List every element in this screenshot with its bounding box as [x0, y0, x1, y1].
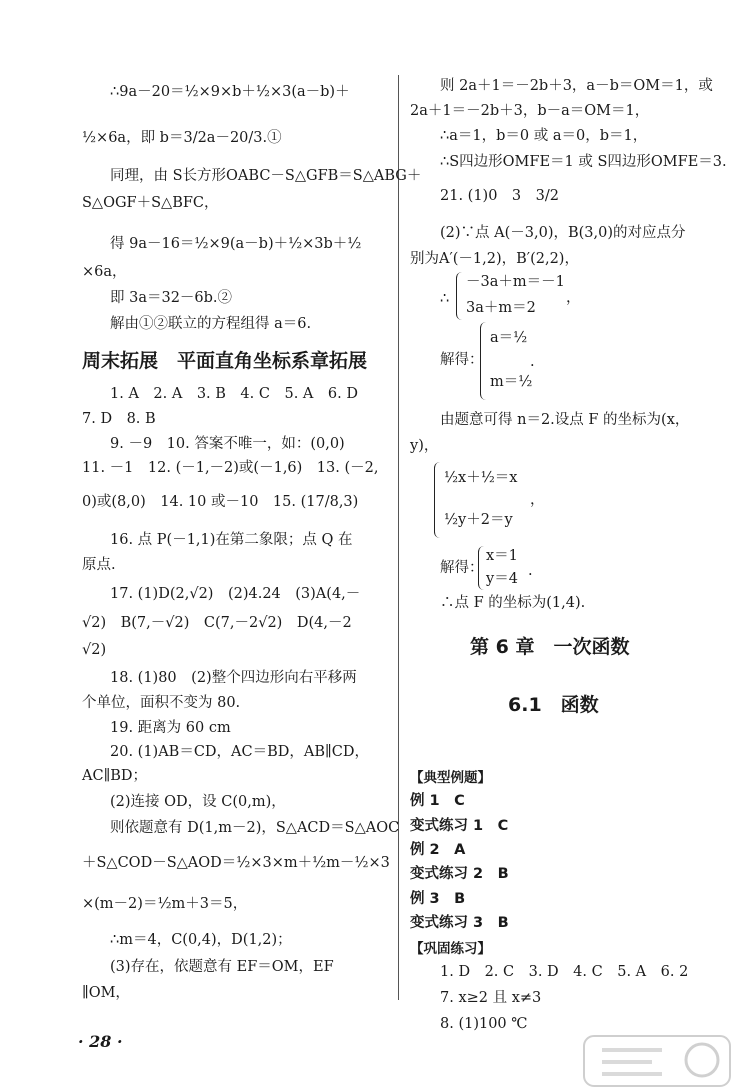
- equation-line: y＝4: [486, 571, 518, 587]
- answer-line: 0)或(8,0) 14. 10 或－10 15. (17/8,3): [82, 494, 359, 510]
- answer-line: (2)连接 OD，设 C(0,m)，: [110, 794, 286, 810]
- text-line: 得 9a－16＝½×9(a－b)＋½×3b＋½: [110, 236, 362, 252]
- answer-line: ∥OM，: [82, 985, 130, 1001]
- text-line: 解得：: [440, 560, 484, 576]
- text-line: (2)∵点 A(－3,0)，B(3,0)的对应点分: [440, 225, 686, 241]
- text-line: ×6a，: [82, 264, 127, 280]
- section-title: 周末拓展 平面直角坐标系章拓展: [82, 350, 368, 372]
- answer-line: √2): [82, 642, 107, 658]
- text-line: 2a＋1＝－2b＋3，b－a＝OM＝1，: [410, 103, 650, 119]
- answer-line: 例 1 C: [410, 793, 465, 809]
- therefore-sign: ∴: [440, 291, 450, 307]
- watermark-logo-icon: [582, 1030, 732, 1090]
- answer-line: 11. －1 12. (－1,－2)或(－1,6) 13. (－2,: [82, 460, 379, 476]
- answer-line: 原点.: [82, 557, 116, 573]
- answer-line: ∴m＝4，C(0,4)，D(1,2)；: [110, 932, 292, 948]
- section-title: 6.1 函数: [508, 694, 599, 716]
- text-line: ½×6a，即 b＝3/2a－20/3.①: [82, 130, 282, 146]
- answer-line: 1. D 2. C 3. D 4. C 5. A 6. 2: [440, 964, 689, 980]
- brace: [480, 322, 487, 400]
- punctuation: .: [528, 563, 533, 579]
- answer-line: 8. (1)100 ℃: [440, 1016, 528, 1032]
- answer-line: 则依题意有 D(1,m－2)，S△ACD＝S△AOC: [110, 820, 400, 836]
- equation-line: a＝½: [490, 330, 528, 346]
- equation-line: x＝1: [486, 548, 518, 564]
- brace: [478, 546, 485, 590]
- answer-line: √2) B(7,－√2) C(7,－2√2) D(4,－2: [82, 615, 352, 631]
- answer-line: ×(m－2)＝½m＋3＝5，: [82, 896, 248, 912]
- answer-line: 17. (1)D(2,√2) (2)4.24 (3)A(4,－: [110, 586, 361, 602]
- equation-line: m＝½: [490, 374, 533, 390]
- punctuation: .: [530, 354, 535, 370]
- text-line: ∴S四边形OMFE＝1 或 S四边形OMFE＝3.: [440, 154, 727, 170]
- answer-line: 9. －9 10. 答案不唯一，如：(0,0): [110, 436, 345, 452]
- punctuation: ，: [530, 492, 545, 508]
- text-line: ∴点 F 的坐标为(1,4).: [440, 595, 586, 611]
- text-line: 别为A′(－1,2)，B′(2,2)，: [410, 251, 579, 267]
- text-line: y)，: [410, 438, 439, 454]
- page-number: · 28 ·: [78, 1032, 123, 1051]
- text-line: 即 3a＝32－6b.②: [110, 290, 233, 306]
- answer-line: 7. x≥2 且 x≠3: [440, 990, 542, 1006]
- text-line: 21. (1)0 3 3/2: [440, 188, 559, 204]
- text-line: 则 2a＋1＝－2b＋3，a－b＝OM＝1，或: [440, 78, 713, 94]
- text-line: 由题意可得 n＝2.设点 F 的坐标为(x，: [440, 412, 690, 428]
- punctuation: ，: [566, 290, 581, 306]
- text-line: 解由①②联立的方程组得 a＝6.: [110, 316, 312, 332]
- equation-line: ½y＋2＝y: [444, 512, 513, 528]
- brace: [456, 272, 463, 320]
- answer-line: 变式练习 3 B: [410, 915, 509, 931]
- answer-line: 18. (1)80 (2)整个四边形向右平移两: [110, 670, 357, 686]
- section-tag: 【典型例题】: [410, 770, 491, 786]
- text-line: 同理，由 S长方形OABC－S△GFB＝S△ABG＋: [110, 168, 422, 184]
- answer-line: 7. D 8. B: [82, 411, 156, 427]
- answer-line: 个单位，面积不变为 80.: [82, 695, 241, 711]
- equation-line: ½x＋½＝x: [444, 470, 518, 486]
- answer-line: AC∥BD；: [82, 768, 148, 784]
- answer-line: 16. 点 P(－1,1)在第二象限；点 Q 在: [110, 532, 353, 548]
- column-divider: [398, 75, 399, 1000]
- text-line: 解得：: [440, 352, 484, 368]
- text-line: ∴9a－20＝½×9×b＋½×3(a－b)＋: [110, 84, 350, 100]
- text-line: S△OGF＋S△BFC，: [82, 195, 219, 211]
- section-tag: 【巩固练习】: [410, 941, 491, 957]
- equation-line: －3a＋m＝－1: [466, 274, 565, 290]
- answer-line: 例 3 B: [410, 891, 466, 907]
- chapter-title: 第 6 章 一次函数: [470, 636, 630, 658]
- brace: [434, 462, 441, 538]
- answer-line: 例 2 A: [410, 842, 466, 858]
- answer-line: (3)存在，依题意有 EF＝OM，EF: [110, 959, 334, 975]
- text-line: ∴a＝1，b＝0 或 a＝0，b＝1，: [440, 128, 648, 144]
- equation-line: 3a＋m＝2: [466, 300, 536, 316]
- answer-line: 变式练习 2 B: [410, 866, 509, 882]
- answer-line: 1. A 2. A 3. B 4. C 5. A 6. D: [110, 386, 358, 402]
- answer-line: 变式练习 1 C: [410, 818, 509, 834]
- answer-line: 20. (1)AB＝CD，AC＝BD，AB∥CD，: [110, 744, 369, 760]
- answer-line: 19. 距离为 60 cm: [110, 720, 231, 736]
- answer-line: ＋S△COD－S△AOD＝½×3×m＋½m－½×3: [82, 855, 390, 871]
